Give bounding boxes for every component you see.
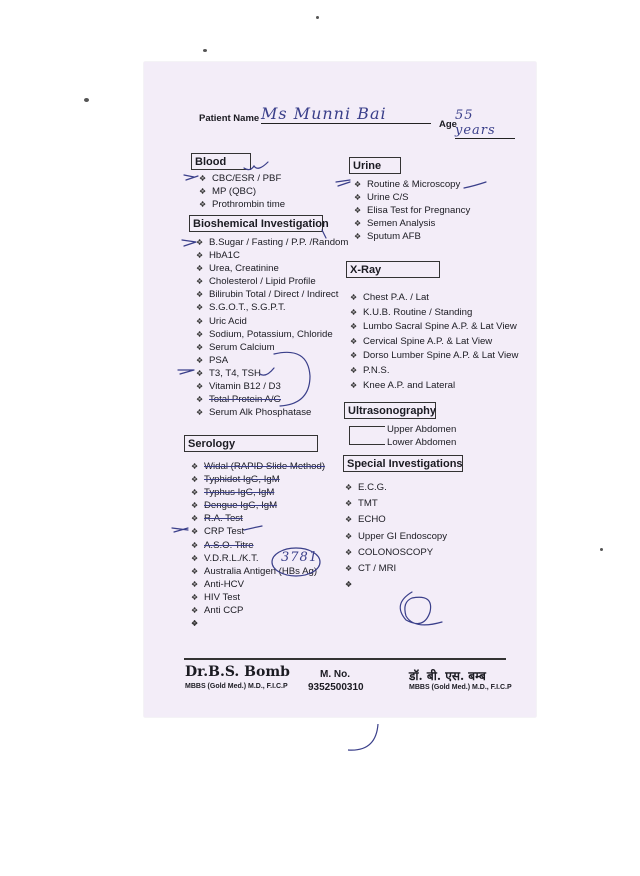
list-item: ❖ Chest P.A. / Lat (349, 291, 518, 306)
special-heading: Special Investigations (343, 455, 463, 472)
list-item: ❖ S.G.O.T., S.G.P.T. (195, 301, 348, 314)
list-item: ❖ K.U.B. Routine / Standing (349, 306, 518, 321)
list-item: ❖ ECHO (344, 512, 447, 528)
list-item: ❖ MP (QBC) (198, 185, 285, 198)
prescription-sheet (144, 62, 536, 717)
list-item: ❖ Australia Antigen (HBs Ag) (190, 565, 325, 578)
list-item: ❖ E.C.G. (344, 480, 447, 496)
urine-heading: Urine (349, 157, 401, 174)
scan-speck (316, 16, 319, 19)
usg-heading: Ultrasonography (344, 402, 436, 419)
list-item: ❖ P.N.S. (349, 364, 518, 379)
list-item: ❖ Bilirubin Total / Direct / Indirect (195, 288, 348, 301)
list-item: ❖ T3, T4, TSH (195, 367, 348, 380)
handwriting-ink-icon (144, 62, 536, 717)
list-item: ❖ Dorso Lumber Spine A.P. & Lat View (349, 349, 518, 364)
stray-pen-mark-icon (340, 720, 400, 760)
list-item: ❖ Sodium, Potassium, Chloride (195, 328, 348, 341)
doctor-degree-en: MBBS (Gold Med.) M.D., F.I.C.P (185, 683, 288, 690)
list-item: ❖ Widal (RAPID Slide Method) (190, 460, 325, 473)
scan-speck (203, 49, 207, 52)
list-item: ❖ PSA (195, 354, 348, 367)
serology-heading: Serology (184, 435, 318, 452)
list-item: ❖ Typhidot IgG, IgM (190, 473, 325, 486)
doctor-degree-hi: MBBS (Gold Med.) M.D., F.I.C.P (409, 684, 512, 691)
list-item: ❖ Dengue IgG, IgM (190, 499, 325, 512)
list-item: ❖ Typhus IgG, IgM (190, 486, 325, 499)
blood-heading: Blood (191, 153, 251, 170)
doctor-name-hi: डॉ. बी. एस. बम्ब (409, 669, 486, 683)
age-value: 55 years (455, 108, 515, 139)
list-item: ❖ CBC/ESR / PBF (198, 172, 285, 185)
list-item: ❖ Total Protein A/G (195, 393, 348, 406)
list-item: ❖ R.A. Test (190, 512, 325, 525)
list-item: ❖ Routine & Microscopy (353, 178, 470, 191)
age-label: Age (439, 119, 457, 130)
list-item: ❖ Serum Alk Phosphatase (195, 406, 348, 419)
circled-number: 3781 (281, 550, 319, 565)
list-item: ❖ V.D.R.L./K.T. (190, 552, 325, 565)
biochem-heading: Bioshemical Investigation (189, 215, 323, 232)
list-item: ❖ Sputum AFB (353, 230, 470, 243)
patient-name-label: Patient Name (199, 113, 260, 124)
xray-heading: X-Ray (346, 261, 440, 278)
list-item: ❖ Knee A.P. and Lateral (349, 379, 518, 394)
scan-speck (600, 548, 603, 551)
list-item: ❖ Anti CCP (190, 604, 325, 617)
list-item: ❖ CT / MRI (344, 561, 447, 577)
list-item: ❖ Uric Acid (195, 315, 348, 328)
list-item: ❖ Serum Calcium (195, 341, 348, 354)
list-item: ❖ Semen Analysis (353, 217, 470, 230)
list-item: ❖ Lumbo Sacral Spine A.P. & Lat View (349, 320, 518, 335)
list-item: ❖ TMT (344, 496, 447, 512)
list-item: ❖ COLONOSCOPY (344, 545, 447, 561)
list-item: ❖ Vitamin B12 / D3 (195, 380, 348, 393)
list-item: ❖ Urea, Creatinine (195, 262, 348, 275)
list-item: ❖ Prothrombin time (198, 198, 285, 211)
list-item: ❖ Upper GI Endoscopy (344, 529, 447, 545)
usg-upper: Upper Abdomen (387, 424, 457, 435)
list-item: ❖ Cholesterol / Lipid Profile (195, 275, 348, 288)
doctor-name-en: Dr.B.S. Bomb (185, 664, 290, 680)
list-item: ❖ Elisa Test for Pregnancy (353, 204, 470, 217)
list-item: ❖ HIV Test (190, 591, 325, 604)
list-item: ❖ Urine C/S (353, 191, 470, 204)
list-item: ❖ CRP Test (190, 525, 325, 538)
list-item: ❖ Cervical Spine A.P. & Lat View (349, 335, 518, 350)
patient-name-value: Ms Munni Bai (261, 104, 431, 124)
scan-speck (84, 98, 89, 102)
list-item: ❖ HbA1C (195, 249, 348, 262)
list-item: ❖ A.S.O. Titre (190, 539, 325, 552)
mno-value: 9352500310 (308, 682, 364, 693)
mno-label: M. No. (320, 669, 350, 680)
list-item: ❖ B.Sugar / Fasting / P.P. /Random (195, 236, 348, 249)
usg-lower: Lower Abdomen (387, 437, 457, 448)
list-item: ❖ Anti-HCV (190, 578, 325, 591)
